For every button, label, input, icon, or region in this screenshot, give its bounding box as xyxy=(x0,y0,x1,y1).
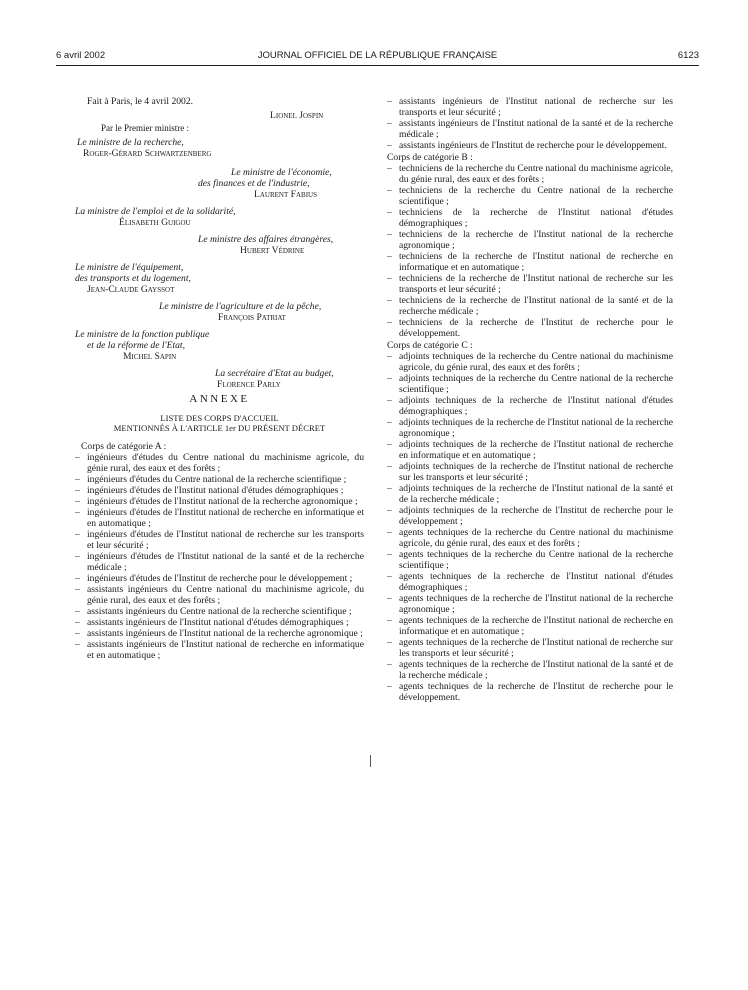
list-item: – assistants ingénieurs du Centre national de la recherche scientifique ; xyxy=(75,606,364,617)
list-item: – ingénieurs d'études du Centre national de la recherche scientifique ; xyxy=(75,474,364,485)
category-a-label: Corps de catégorie A : xyxy=(81,441,167,452)
list-item: – agents techniques de la recherche de l'Institut national de la santé et de la recherche médicale ; xyxy=(387,659,673,681)
signatory-name: Roger-Gérard Schwartzenberg xyxy=(83,148,212,159)
annexe-subtitle-line2: MENTIONNÉS À L'ARTICLE 1er DU PRÉSENT DÉCRET xyxy=(113,423,326,433)
left-column xyxy=(75,96,364,661)
list-item: – assistants ingénieurs de l'Institut national de la santé et de la recherche médicale ; xyxy=(387,118,673,140)
fait-line: Fait à Paris, le 4 avril 2002. xyxy=(87,96,194,107)
list-item: – adjoints techniques de la recherche de l'Institut national de recherche en informatique et en automatique ; xyxy=(387,439,673,461)
list-item: – adjoints techniques de la recherche de l'Institut de recherche pour le développement ; xyxy=(387,505,673,527)
category-c-list xyxy=(387,351,673,703)
category-a-list xyxy=(75,452,364,661)
par-line: Par le Premier ministre : xyxy=(101,123,189,133)
list-item: – adjoints techniques de la recherche de l'Institut national de la recherche agronomique ; xyxy=(387,417,673,439)
category-a-list-continued xyxy=(387,96,673,151)
signatory-role: Le ministre de l'équipement, xyxy=(75,262,184,273)
annexe-subtitle xyxy=(75,413,364,433)
list-item: – techniciens de la recherche de l'Institut national de la santé et de la recherche médicale ; xyxy=(387,295,673,317)
list-item: – agents techniques de la recherche du Centre national de la recherche scientifique ; xyxy=(387,549,673,571)
list-item: – ingénieurs d'études de l'Institut national de la recherche agronomique ; xyxy=(75,496,364,507)
signatory-role-cont: des transports et du logement, xyxy=(75,273,191,284)
signatory xyxy=(75,206,364,228)
list-item: – ingénieurs d'études de l'Institut de recherche pour le développement ; xyxy=(75,573,364,584)
list-item: – ingénieurs d'études de l'Institut national d'études démographiques ; xyxy=(75,485,364,496)
header-rule xyxy=(56,65,699,66)
signatory xyxy=(75,368,364,390)
signatory-role-cont: des finances et de l'industrie, xyxy=(198,178,310,189)
signatory-name: Jean-Claude Gayssot xyxy=(87,284,175,295)
list-item: – techniciens de la recherche du Centre national de la recherche scientifique ; xyxy=(387,185,673,207)
signatory-role: La secrétaire d'Etat au budget, xyxy=(215,368,334,379)
right-column xyxy=(387,96,673,703)
list-item: – techniciens de la recherche du Centre national du machinisme agricole, du génie rural, des eaux et des forêts ; xyxy=(387,163,673,185)
list-item: – techniciens de la recherche de l'Institut national de recherche en informatique et en automatique ; xyxy=(387,251,673,273)
annexe-subtitle-line1: LISTE DES CORPS D'ACCUEIL xyxy=(160,413,279,423)
list-item: – adjoints techniques de la recherche de l'Institut national de recherche sur les transports et leur sécurité ; xyxy=(387,461,673,483)
list-item: – adjoints techniques de la recherche de l'Institut national de la santé et de la recherche médicale ; xyxy=(387,483,673,505)
list-item: – agents techniques de la recherche de l'Institut national de la recherche agronomique ; xyxy=(387,593,673,615)
list-item: – agents techniques de la recherche de l'Institut national de recherche sur les transports et leur sécurité ; xyxy=(387,637,673,659)
list-item: – ingénieurs d'études de l'Institut national de recherche sur les transports et leur sécurité ; xyxy=(75,529,364,551)
list-item: – ingénieurs d'études de l'Institut national de la santé et de la recherche médicale ; xyxy=(75,551,364,573)
list-item: – adjoints techniques de la recherche de l'Institut national d'études démographiques ; xyxy=(387,395,673,417)
page-header xyxy=(56,50,699,64)
signatory xyxy=(75,262,364,295)
column-divider xyxy=(370,755,371,767)
list-item: – assistants ingénieurs de l'Institut national de recherche sur les transports et leur sécurité ; xyxy=(387,96,673,118)
category-b-list xyxy=(387,163,673,339)
signatory-role: La ministre de l'emploi et de la solidarité, xyxy=(75,206,236,217)
list-item: – assistants ingénieurs de l'Institut national de la recherche agronomique ; xyxy=(75,628,364,639)
signatory-name: Hubert Védrine xyxy=(240,245,305,256)
annexe-title: ANNEXE xyxy=(189,393,250,405)
list-item: – assistants ingénieurs de l'Institut national d'études démographiques ; xyxy=(75,617,364,628)
list-item: – techniciens de la recherche de l'Institut national de recherche sur les transports et leur sécurité ; xyxy=(387,273,673,295)
category-c-label: Corps de catégorie C : xyxy=(387,340,473,351)
signatory-name: Élisabeth Guigou xyxy=(119,217,191,228)
signatory xyxy=(75,234,364,256)
category-b-label: Corps de catégorie B : xyxy=(387,152,473,163)
list-item: – assistants ingénieurs de l'Institut national de recherche en informatique et en automatique ; xyxy=(75,639,364,661)
signatory-role: Le ministre de l'économie, xyxy=(231,167,332,178)
signatory-role: Le ministre de la recherche, xyxy=(77,137,184,148)
list-item: – assistants ingénieurs du Centre national du machinisme agricole, du génie rural, des eaux et des forêts ; xyxy=(75,584,364,606)
list-item: – techniciens de la recherche de l'Institut de recherche pour le développement. xyxy=(387,317,673,339)
list-item: – techniciens de la recherche de l'Institut national d'études démographiques ; xyxy=(387,207,673,229)
signatory-role: Le ministre des affaires étrangères, xyxy=(198,234,334,245)
signatory-role: Le ministre de la fonction publique xyxy=(75,329,210,340)
signatory-name: Michel Sapin xyxy=(123,351,177,362)
header-date: 6 avril 2002 xyxy=(56,50,106,61)
signatory xyxy=(75,301,364,323)
signatory xyxy=(75,167,364,200)
list-item: – agents techniques de la recherche de l'Institut national de recherche en informatique et en automatique ; xyxy=(387,615,673,637)
signatory-role: Le ministre de l'agriculture et de la pêche, xyxy=(159,301,322,312)
list-item: – agents techniques de la recherche de l'Institut national d'études démographiques ; xyxy=(387,571,673,593)
list-item: – assistants ingénieurs de l'Institut de recherche pour le développement. xyxy=(387,140,673,151)
signatory xyxy=(75,137,364,159)
list-item: – techniciens de la recherche de l'Institut national de la recherche agronomique ; xyxy=(387,229,673,251)
pm-signature xyxy=(75,110,364,121)
page-number: 6123 xyxy=(677,50,699,61)
signatory xyxy=(75,329,364,362)
list-item: – agents techniques de la recherche du Centre national du machinisme agricole, du génie rural, des eaux et des forêts ; xyxy=(387,527,673,549)
signatory-name: François Patriat xyxy=(218,312,286,323)
signatory-role-cont: et de la réforme de l'Etat, xyxy=(87,340,185,351)
header-title: JOURNAL OFFICIEL DE LA RÉPUBLIQUE FRANÇAISE xyxy=(257,50,498,61)
signatory-name: Florence Parly xyxy=(217,379,281,390)
signatory-name: Laurent Fabius xyxy=(254,189,317,200)
pm-name: Lionel Jospin xyxy=(270,110,324,121)
list-item: – adjoints techniques de la recherche du Centre national de la recherche scientifique ; xyxy=(387,373,673,395)
list-item: – ingénieurs d'études du Centre national du machinisme agricole, du génie rural, des eaux et des forêts ; xyxy=(75,452,364,474)
list-item: – ingénieurs d'études de l'Institut national de recherche en informatique et en automatique ; xyxy=(75,507,364,529)
list-item: – adjoints techniques de la recherche du Centre national du machinisme agricole, du génie rural, des eaux et des forêts ; xyxy=(387,351,673,373)
list-item: – agents techniques de la recherche de l'Institut de recherche pour le développement. xyxy=(387,681,673,703)
